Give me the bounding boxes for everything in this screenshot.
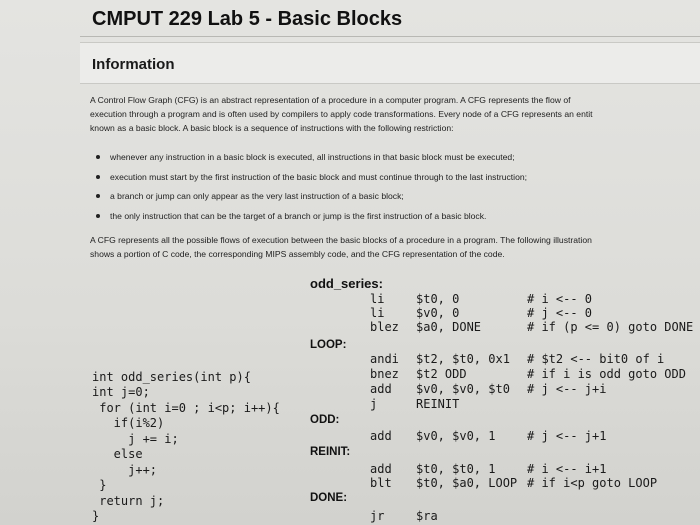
c-code-line: else xyxy=(92,447,143,461)
asm-procedure-label: odd_series: xyxy=(310,276,383,291)
asm-op: add xyxy=(370,462,392,476)
asm-label-odd: ODD: xyxy=(310,414,340,426)
asm-args: $v0, 0 xyxy=(416,306,460,320)
asm-comment: # if (p <= 0) goto DONE xyxy=(527,320,694,334)
asm-op: blt xyxy=(370,476,392,490)
asm-comment: # $t2 <-- bit0 of i xyxy=(527,352,665,366)
list-item: execution must start by the first instruction of the basic block and must continue through to the last instruction; xyxy=(96,170,527,190)
asm-comment: # i <-- 0 xyxy=(527,292,593,306)
asm-op: j xyxy=(370,397,378,411)
c-code-line: j += i; xyxy=(92,432,179,446)
c-code-line: } xyxy=(92,509,100,523)
asm-args: $t2 ODD xyxy=(416,367,467,381)
paragraph-line: known as a basic block. A basic block is a sequence of instructions with the following restriction: xyxy=(90,123,454,133)
list-item: a branch or jump can only appear as the very last instruction of a basic block; xyxy=(96,189,527,209)
asm-args: $v0, $v0, 1 xyxy=(416,429,496,443)
asm-op: bnez xyxy=(370,367,399,381)
paragraph-line: execution through a program and is often used by compilers to apply code transformations. Every node of a CFG represents an entit xyxy=(90,109,593,119)
asm-args: $t0, 0 xyxy=(416,292,460,306)
asm-args: $v0, $v0, $t0 xyxy=(416,382,510,396)
page-title: CMPUT 229 Lab 5 - Basic Blocks xyxy=(92,8,403,30)
paragraph-line: A Control Flow Graph (CFG) is an abstract representation of a procedure in a computer program. A CFG represents the flow of xyxy=(90,95,571,105)
asm-args: $a0, DONE xyxy=(416,320,482,334)
c-code-line: return j; xyxy=(92,494,165,508)
c-code-line: if(i%2) xyxy=(92,416,165,430)
asm-op: blez xyxy=(370,320,399,334)
title-divider xyxy=(80,36,700,37)
list-item: whenever any instruction in a basic block is executed, all instructions in that basic block must be executed; xyxy=(96,150,527,170)
asm-args: $ra xyxy=(416,509,438,523)
asm-comment: # j <-- 0 xyxy=(527,306,593,320)
c-code-line: } xyxy=(92,478,107,492)
asm-op: li xyxy=(370,306,385,320)
paragraph-line: shows a portion of C code, the corresponding MIPS assembly code, and the CFG representation of the code. xyxy=(90,249,505,259)
asm-op: add xyxy=(370,382,392,396)
list-item: the only instruction that can be the target of a branch or jump is the first instruction of a basic block. xyxy=(96,209,527,229)
asm-op: jr xyxy=(370,509,385,523)
c-code-line: for (int i=0 ; i<p; i++){ xyxy=(92,401,280,415)
asm-comment: # i <-- i+1 xyxy=(527,462,607,476)
asm-args: $t2, $t0, 0x1 xyxy=(416,352,510,366)
asm-label-reinit: REINIT: xyxy=(310,446,351,458)
asm-op: add xyxy=(370,429,392,443)
bullet-icon xyxy=(96,155,100,159)
asm-args: $t0, $t0, 1 xyxy=(416,462,496,476)
asm-args: REINIT xyxy=(416,397,460,411)
information-heading: Information xyxy=(92,56,175,73)
asm-op: andi xyxy=(370,352,399,366)
restriction-list xyxy=(96,150,527,228)
bullet-icon xyxy=(96,214,100,218)
asm-label-done: DONE: xyxy=(310,492,348,504)
c-code-line: int odd_series(int p){ xyxy=(92,370,251,384)
c-code-line: int j=0; xyxy=(92,385,150,399)
c-code-line: j++; xyxy=(92,463,158,477)
bullet-icon xyxy=(96,194,100,198)
asm-comment: # if i<p goto LOOP xyxy=(527,476,658,490)
asm-args: $t0, $a0, LOOP xyxy=(416,476,518,490)
asm-op: li xyxy=(370,292,385,306)
asm-comment: # j <-- j+1 xyxy=(527,429,607,443)
paragraph-line: A CFG represents all the possible flows of execution between the basic blocks of a procedure in a program. The following illustration xyxy=(90,235,592,245)
bullet-icon xyxy=(96,175,100,179)
asm-label-loop: LOOP: xyxy=(310,339,347,351)
asm-comment: # if i is odd goto ODD xyxy=(527,367,686,381)
asm-comment: # j <-- j+i xyxy=(527,382,607,396)
